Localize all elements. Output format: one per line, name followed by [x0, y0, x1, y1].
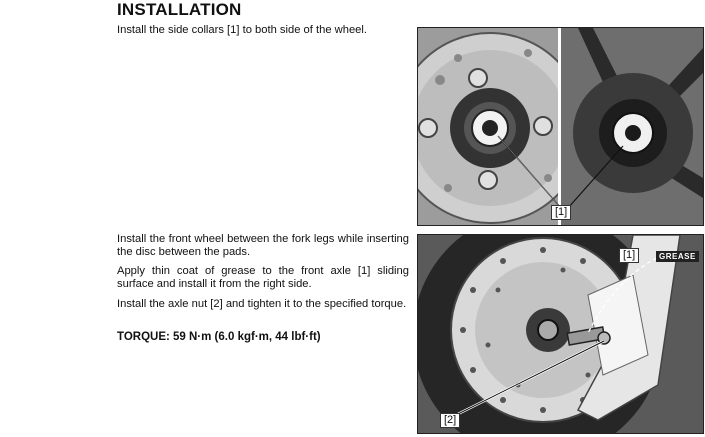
callout-side-collar: [1]: [551, 205, 571, 220]
side-collar-photo: [417, 27, 704, 226]
grease-symbol: GREASE: [656, 251, 699, 262]
section-title: INSTALLATION: [117, 0, 242, 19]
callout-axle-nut: [2]: [440, 413, 460, 428]
torque-spec: TORQUE: 59 N·m (6.0 kgf·m, 44 lbf·ft): [117, 331, 321, 343]
front-wheel-illustration: [418, 235, 703, 433]
step-axle-nut: Install the axle nut [2] and tighten it to the specified torque.: [117, 298, 407, 310]
step-grease-axle: Apply thin coat of grease to the front axle [1] sliding surface and install it from the right side.: [117, 265, 409, 290]
front-wheel-photo: [417, 234, 704, 434]
callout-front-axle: [1]: [619, 248, 639, 263]
step-side-collars: Install the side collars [1] to both side of the wheel.: [117, 24, 367, 36]
side-collar-illustration: [418, 28, 703, 225]
step-front-wheel: Install the front wheel between the fork legs while inserting the disc between the pads.: [117, 233, 409, 258]
